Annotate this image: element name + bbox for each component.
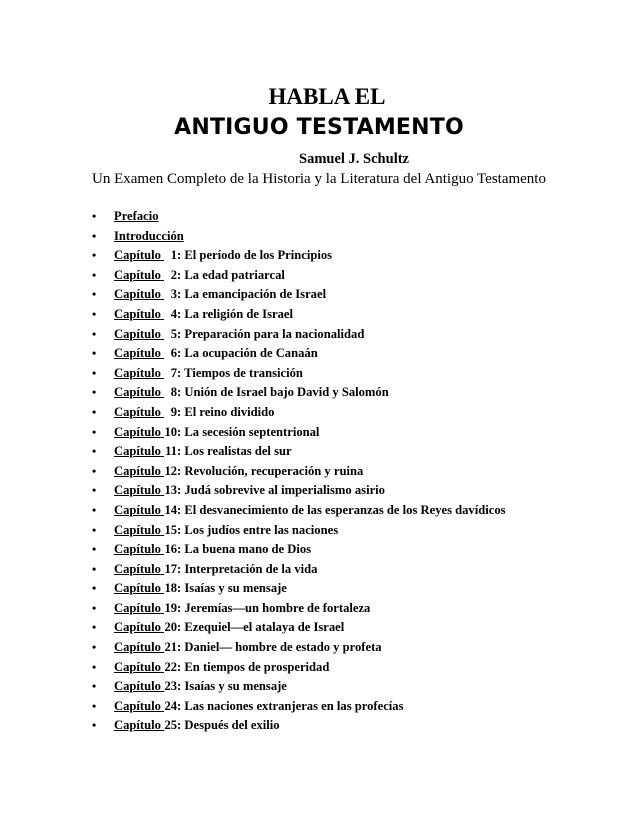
toc-item — [0, 638, 638, 658]
toc-chapter-title: : Después del exilio — [177, 718, 280, 733]
toc-chapter-title: : Tiempos de transición — [177, 365, 303, 380]
toc-item — [0, 579, 638, 599]
toc-link[interactable] — [114, 699, 177, 713]
toc-link[interactable] — [114, 718, 177, 732]
toc-chapter-title: : Revolución, recuperación y ruina — [177, 463, 364, 478]
toc-link-label: Capítulo — [114, 267, 161, 282]
toc-item — [0, 599, 638, 619]
bullet-icon: • — [92, 444, 97, 459]
toc-chapter-title: : Interpretación de la vida — [177, 561, 318, 576]
bullet-icon: • — [92, 404, 97, 419]
bullet-icon: • — [92, 679, 97, 694]
toc-link[interactable] — [114, 601, 177, 615]
bullet-icon: • — [92, 306, 97, 321]
toc-chapter-title: : Isaías y su mensaje — [177, 581, 287, 596]
toc-item — [0, 227, 638, 247]
toc-item — [0, 344, 638, 364]
toc-link[interactable] — [114, 483, 177, 497]
toc-link-label: Capítulo — [114, 698, 161, 713]
bullet-icon: • — [92, 640, 97, 655]
toc-link[interactable] — [114, 385, 177, 399]
bullet-icon: • — [92, 209, 97, 223]
toc-chapter-number: 5 — [170, 326, 178, 341]
toc-chapter-title: : Los realistas del sur — [177, 444, 292, 459]
toc-item — [0, 540, 638, 560]
toc-chapter-title: : El reino dividido — [177, 404, 275, 419]
toc-link-label: Capítulo — [114, 346, 161, 361]
toc-link-label: Capítulo — [114, 444, 161, 459]
toc-chapter-title: : Daniel— hombre de estado y profeta — [177, 640, 382, 655]
toc-link-label: Capítulo — [114, 463, 161, 478]
toc-chapter-number: 11 — [165, 444, 178, 459]
bullet-icon: • — [92, 267, 97, 282]
bullet-icon: • — [92, 581, 97, 596]
toc-item — [0, 364, 638, 384]
toc-chapter-number: 15 — [164, 522, 178, 537]
toc-item — [0, 658, 638, 678]
toc-link-label: Capítulo — [114, 404, 161, 419]
toc-link[interactable] — [114, 248, 177, 262]
bullet-icon: • — [92, 522, 97, 537]
toc-item — [0, 325, 638, 345]
toc-link[interactable] — [114, 425, 177, 439]
toc-chapter-title: : Ezequiel—el atalaya de Israel — [177, 620, 345, 635]
toc-link[interactable] — [114, 640, 177, 654]
toc-chapter-title: : Preparación para la nacionalidad — [177, 326, 365, 341]
toc-link[interactable] — [114, 287, 177, 301]
bullet-icon: • — [92, 561, 97, 576]
toc-item — [0, 423, 638, 443]
toc-link[interactable] — [114, 327, 177, 341]
toc-chapter-title: : En tiempos de prosperidad — [177, 659, 330, 674]
toc-link[interactable] — [114, 307, 177, 321]
toc-link-label: Capítulo — [114, 522, 161, 537]
toc-item — [0, 618, 638, 638]
toc-item — [0, 442, 638, 462]
toc-chapter-title: : La secesión septentrional — [177, 424, 320, 439]
toc-chapter-number: 21 — [164, 640, 178, 655]
toc-chapter-number: 17 — [164, 561, 178, 576]
toc-item — [0, 246, 638, 266]
table-of-contents — [0, 207, 638, 736]
toc-link[interactable] — [114, 346, 177, 360]
bullet-icon: • — [92, 228, 97, 243]
toc-link-label: Capítulo — [114, 659, 161, 674]
toc-link[interactable] — [114, 503, 177, 517]
toc-item — [0, 677, 638, 697]
toc-item — [0, 207, 638, 227]
toc-chapter-title: : La religión de Israel — [177, 306, 293, 321]
toc-chapter-title: : El período de los Principios — [177, 248, 333, 263]
toc-item — [0, 481, 638, 501]
toc-chapter-number: 6 — [170, 346, 178, 361]
toc-link-label: Introducción — [114, 228, 184, 243]
toc-chapter-title: : La emancipación de Israel — [177, 287, 327, 302]
toc-chapter-number: 18 — [164, 581, 178, 596]
bullet-icon: • — [92, 287, 97, 302]
toc-link[interactable] — [114, 581, 177, 595]
toc-chapter-number: 16 — [164, 542, 178, 557]
toc-link[interactable] — [114, 660, 177, 674]
toc-link-label: Capítulo — [114, 326, 161, 341]
toc-link[interactable] — [114, 268, 177, 282]
toc-link[interactable] — [114, 405, 177, 419]
toc-item — [0, 305, 638, 325]
toc-item — [0, 697, 638, 717]
toc-link-label: Capítulo — [114, 679, 161, 694]
toc-chapter-number: 10 — [164, 424, 178, 439]
toc-link[interactable] — [114, 679, 177, 693]
toc-chapter-number: 2 — [170, 267, 178, 282]
bullet-icon: • — [92, 248, 97, 263]
toc-chapter-number: 23 — [164, 679, 178, 694]
bullet-icon: • — [92, 600, 97, 615]
toc-chapter-number: 9 — [170, 404, 178, 419]
toc-chapter-number: 20 — [164, 620, 178, 635]
toc-link[interactable] — [114, 620, 177, 634]
toc-link-label: Capítulo — [114, 287, 161, 302]
toc-link[interactable] — [114, 523, 177, 537]
toc-link-label: Capítulo — [114, 306, 161, 321]
title-line-1: HABLA EL — [268, 84, 386, 109]
toc-chapter-title: : Los judíos entre las naciones — [177, 522, 339, 537]
toc-link[interactable] — [114, 464, 177, 478]
toc-item — [0, 560, 638, 580]
toc-chapter-title: : El desvanecimiento de las esperanzas de los Reyes davídicos — [177, 502, 506, 517]
toc-chapter-number: 8 — [170, 385, 178, 400]
toc-item — [0, 285, 638, 305]
toc-link-label: Capítulo — [114, 581, 161, 596]
bullet-icon: • — [92, 718, 97, 733]
toc-link-label: Capítulo — [114, 483, 161, 498]
bullet-icon: • — [92, 346, 97, 361]
toc-link-label: Capítulo — [114, 620, 161, 635]
toc-item — [0, 383, 638, 403]
toc-chapter-number: 24 — [164, 698, 178, 713]
bullet-icon: • — [92, 542, 97, 557]
bullet-icon: • — [92, 424, 97, 439]
toc-link[interactable] — [114, 444, 177, 458]
toc-link-label: Capítulo — [114, 502, 161, 517]
bullet-icon: • — [92, 502, 97, 517]
toc-link-label: Prefacio — [114, 209, 159, 223]
toc-chapter-number: 1 — [170, 248, 178, 263]
toc-chapter-title: : La buena mano de Dios — [177, 542, 312, 557]
toc-link-label: Capítulo — [114, 365, 161, 380]
toc-link-label: Capítulo — [114, 640, 161, 655]
toc-link-label: Capítulo — [114, 248, 161, 263]
toc-link[interactable] — [114, 209, 159, 223]
toc-link-label: Capítulo — [114, 718, 161, 733]
bullet-icon: • — [92, 659, 97, 674]
bullet-icon: • — [92, 326, 97, 341]
toc-chapter-number: 25 — [164, 718, 178, 733]
toc-chapter-title: : Isaías y su mensaje — [177, 679, 287, 694]
toc-link[interactable] — [114, 562, 177, 576]
toc-chapter-number: 22 — [164, 659, 178, 674]
toc-item — [0, 521, 638, 541]
toc-link[interactable] — [114, 366, 177, 380]
bullet-icon: • — [92, 620, 97, 635]
toc-link[interactable] — [114, 229, 184, 243]
toc-chapter-number: 13 — [164, 483, 178, 498]
toc-chapter-title: : Las naciones extranjeras en las profecías — [177, 698, 404, 713]
toc-link-label: Capítulo — [114, 542, 161, 557]
toc-item — [0, 462, 638, 482]
toc-link-label: Capítulo — [114, 561, 161, 576]
toc-chapter-title: : Unión de Israel bajo David y Salomón — [177, 385, 389, 400]
toc-chapter-title: : La edad patriarcal — [177, 267, 285, 282]
toc-chapter-title: : Judá sobrevive al imperialismo asirio — [177, 483, 385, 498]
title-line-2: ANTIGUO TESTAMENTO — [174, 115, 464, 140]
toc-chapter-number: 4 — [170, 306, 178, 321]
toc-chapter-title: : Jeremías—un hombre de fortaleza — [177, 600, 371, 615]
toc-chapter-number: 19 — [164, 600, 178, 615]
author: Samuel J. Schultz — [299, 151, 409, 167]
toc-item — [0, 266, 638, 286]
bullet-icon: • — [92, 385, 97, 400]
toc-chapter-number: 12 — [164, 463, 178, 478]
toc-link-label: Capítulo — [114, 424, 161, 439]
toc-link-label: Capítulo — [114, 385, 161, 400]
toc-item — [0, 403, 638, 423]
bullet-icon: • — [92, 483, 97, 498]
bullet-icon: • — [92, 463, 97, 478]
bullet-icon: • — [92, 365, 97, 380]
toc-item — [0, 716, 638, 736]
subtitle: Un Examen Completo de la Historia y la Literatura del Antiguo Testamento — [92, 171, 546, 187]
bullet-icon: • — [92, 698, 97, 713]
toc-link[interactable] — [114, 542, 177, 556]
toc-chapter-number: 14 — [164, 502, 178, 517]
toc-item — [0, 501, 638, 521]
toc-chapter-title: : La ocupación de Canaán — [177, 346, 318, 361]
toc-link-label: Capítulo — [114, 600, 161, 615]
toc-chapter-number: 3 — [170, 287, 178, 302]
toc-chapter-number: 7 — [170, 365, 178, 380]
